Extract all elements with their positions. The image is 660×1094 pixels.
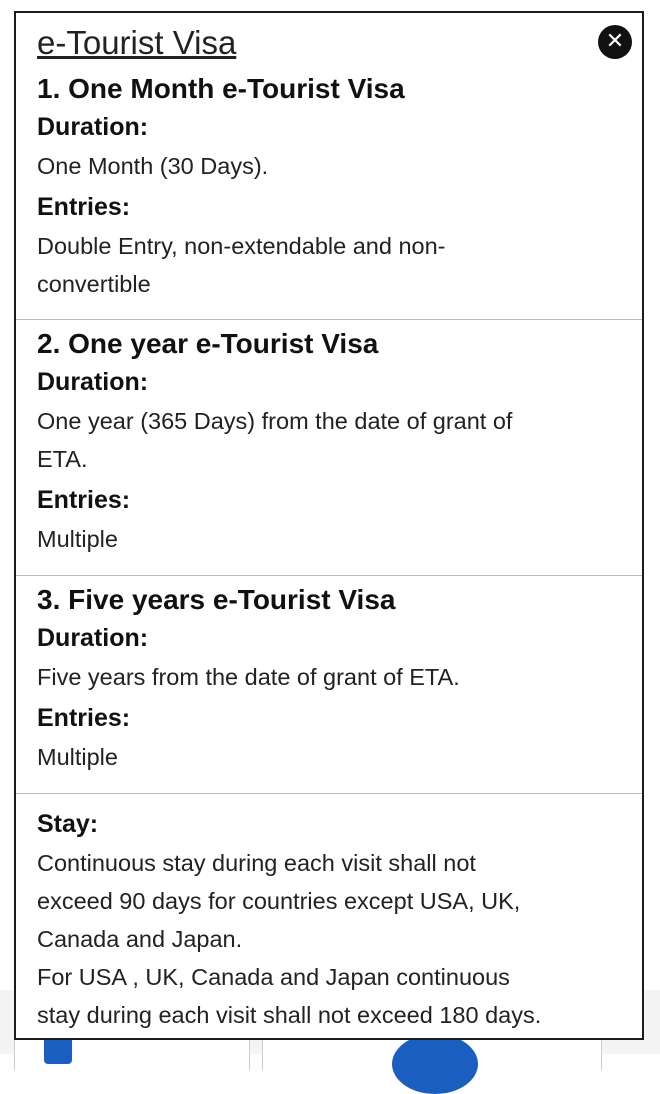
stay-label: Stay:: [37, 810, 99, 838]
entries-label: Entries:: [37, 704, 131, 732]
visa-section-one-month: [16, 71, 642, 303]
entries-value: Multiple: [37, 744, 118, 770]
visa-section-five-years: [16, 575, 642, 776]
stay-text-line: Continuous stay during each visit shall not: [37, 850, 476, 876]
visa-section-one-year: [16, 319, 642, 558]
entries-value: Multiple: [37, 526, 118, 552]
duration-label: Duration:: [37, 624, 149, 652]
duration-value: Five years from the date of grant of ETA.: [37, 664, 460, 690]
section-heading: 2. One year e-Tourist Visa: [37, 328, 379, 359]
popup-title: e-Tourist Visa: [37, 24, 237, 61]
entries-label: Entries:: [37, 193, 131, 221]
entries-label: Entries:: [37, 486, 131, 514]
duration-label: Duration:: [37, 368, 149, 396]
close-icon[interactable]: ✕: [598, 25, 632, 59]
stay-text-line: stay during each visit shall not exceed 180 days.: [37, 1002, 542, 1028]
duration-value-line: One year (365 Days) from the date of grant of: [37, 408, 513, 434]
stay-section: [16, 793, 642, 1034]
visa-info-popup: [14, 11, 644, 1040]
background-logo-right: [392, 1034, 478, 1094]
entries-value-line: Double Entry, non-extendable and non-: [37, 233, 446, 259]
duration-label: Duration:: [37, 113, 149, 141]
section-heading: 1. One Month e-Tourist Visa: [37, 73, 405, 104]
background-logo-left: [44, 1036, 72, 1064]
stay-text-line: exceed 90 days for countries except USA, UK,: [37, 888, 521, 914]
duration-value-line: ETA.: [37, 446, 88, 472]
section-heading: 3. Five years e-Tourist Visa: [37, 584, 396, 615]
stay-text-line: Canada and Japan.: [37, 926, 243, 952]
entries-value-line: convertible: [37, 271, 151, 297]
stay-text-line: For USA , UK, Canada and Japan continuous: [37, 964, 510, 990]
duration-value: One Month (30 Days).: [37, 153, 269, 179]
